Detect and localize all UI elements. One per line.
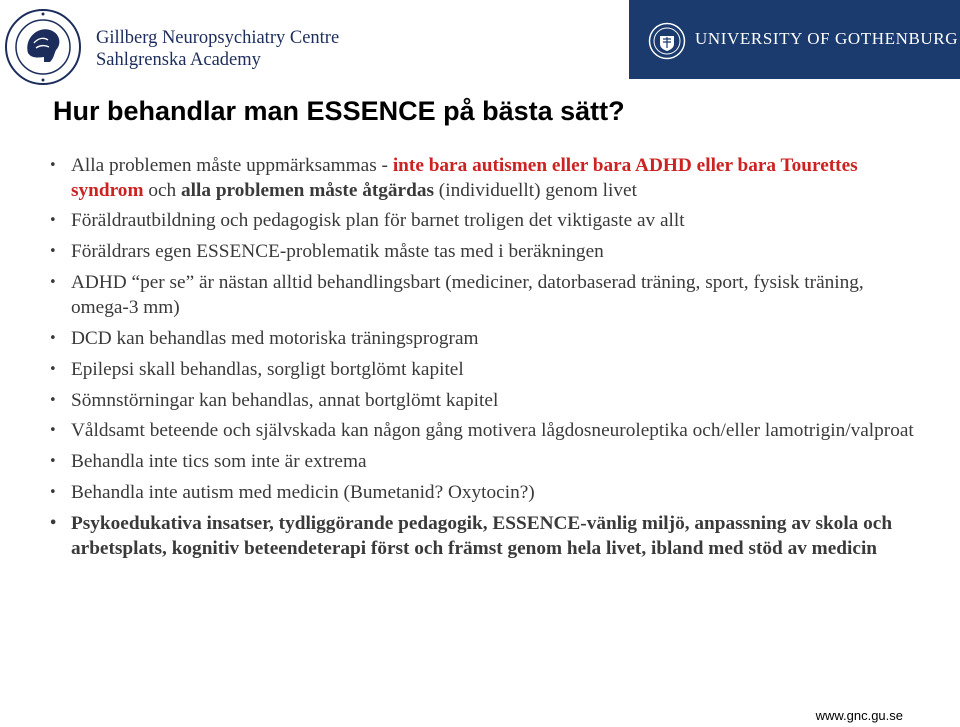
bullet-icon: • — [49, 213, 57, 229]
bullet-icon: • — [49, 361, 57, 377]
bullet-item — [47, 327, 919, 352]
gnc-name-line1: Gillberg Neuropsychiatry Centre — [96, 28, 340, 48]
bullet-icon: • — [49, 485, 57, 501]
bullet-icon: • — [49, 330, 57, 346]
bullet-text: Behandla inte tics som inte är extrema — [71, 451, 367, 473]
bullet-icon: • — [49, 392, 57, 408]
bullet-item — [47, 389, 919, 414]
bullet-text: Epilepsi skall behandlas, sorgligt bortglömt kapitel — [71, 358, 464, 380]
bullet-icon: • — [49, 275, 57, 291]
bullet-text: DCD kan behandlas med motoriska träningsprogram — [71, 327, 479, 349]
bullet-list — [47, 154, 919, 568]
footer-url: www.gnc.gu.se — [815, 708, 903, 723]
gnc-name-line2: Sahlgrenska Academy — [96, 50, 261, 70]
bullet-item — [47, 209, 919, 234]
bullet-icon: • — [49, 158, 57, 173]
bullet-item — [47, 154, 919, 203]
slide-title: Hur behandlar man ESSENCE på bästa sätt? — [53, 96, 625, 126]
bullet-text: Föräldrautbildning och pedagogisk plan för barnet troligen det viktigaste av allt — [71, 210, 685, 232]
university-name: UNIVERSITY OF GOTHENBURG — [695, 29, 959, 48]
bullet-icon: • — [49, 516, 58, 532]
bullet-text: Behandla inte autism med medicin (Bumetanid? Oxytocin?) — [71, 482, 535, 504]
gnc-logo — [4, 8, 82, 86]
bullet-emphasis-bold: alla problemen måste åtgärdas — [181, 179, 434, 201]
bullet-item — [47, 512, 919, 561]
university-seal-icon — [648, 22, 686, 60]
bullet-item — [47, 240, 919, 265]
bullet-icon: • — [49, 244, 57, 260]
header — [0, 0, 960, 80]
bullet-text: Föräldrars egen ESSENCE-problematik måste tas med i beräkningen — [71, 241, 604, 263]
bullet-icon: • — [49, 454, 57, 470]
bullet-item — [47, 450, 919, 475]
bullet-text: Sömnstörningar kan behandlas, annat bortglömt kapitel — [71, 389, 499, 411]
gnc-name — [96, 27, 339, 71]
bullet-item — [47, 271, 919, 320]
bullet-text-part: (individuellt) genom livet — [433, 179, 637, 201]
university-banner — [629, 0, 960, 79]
bullet-icon: • — [49, 423, 57, 439]
bullet-item — [47, 481, 919, 506]
bullet-text-part: Alla problemen måste uppmärksammas - — [71, 155, 393, 176]
bullet-text: Våldsamt beteende och självskada kan någon gång motivera lågdosneuroleptika och/eller lamotrigin/valproat — [71, 420, 914, 442]
bullet-text: Psykoedukativa insatser, tydliggörande pedagogik, ESSENCE-vänlig miljö, anpassning av skola och arbetsplats, kognitiv beteendeterapi först och främst genom hela livet, ibland med stöd av medicin — [71, 513, 893, 559]
bullet-item — [47, 358, 919, 383]
bullet-item — [47, 419, 919, 444]
bullet-text-part: och — [143, 179, 181, 201]
bullet-text: ADHD “per se” är nästan alltid behandlingsbart (mediciner, datorbaserad träning, sport, fysisk träning, omega-3 mm) — [71, 272, 864, 318]
bullet-emphasis-red: inte bara autismen eller bara ADHD eller bara Tourettes syndrom — [71, 155, 858, 201]
